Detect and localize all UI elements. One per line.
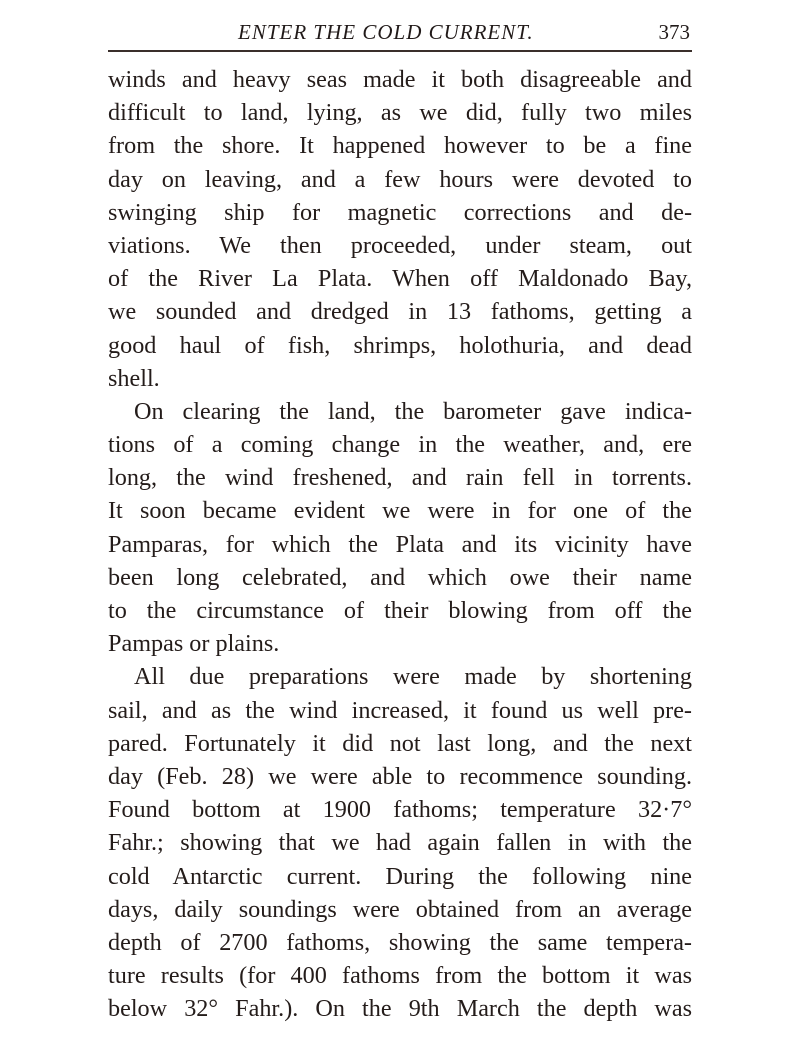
- text-line: good haul of fish, shrimps, holothuria, and dead: [108, 331, 692, 359]
- text-line: day (Feb. 28) we were able to recommence sounding.: [108, 762, 692, 790]
- header-rule: [108, 50, 692, 52]
- text-line: viations. We then proceeded, under steam, out: [108, 231, 692, 259]
- text-line: Fahr.; showing that we had again fallen in with the: [108, 829, 692, 857]
- paragraph-start-line: On clearing the land, the barometer gave indica-: [134, 397, 692, 425]
- text-line: long, the wind freshened, and rain fell in torrents.: [108, 464, 692, 492]
- text-line: ture results (for 400 fathoms from the bottom it was: [108, 962, 692, 990]
- text-line: Found bottom at 1900 fathoms; temperature 32·7°: [108, 796, 692, 824]
- text-line: to the circumstance of their blowing from off the: [108, 597, 692, 624]
- text-line: we sounded and dredged in 13 fathoms, getting a: [108, 298, 692, 326]
- running-head: [108, 16, 692, 50]
- text-line: from the shore. It happened however to be a fine: [108, 132, 692, 160]
- paragraph-end-line: shell.: [108, 364, 160, 392]
- paragraph-start-line: All due preparations were made by shortening: [134, 663, 692, 691]
- text-line: It soon became evident we were in for one of the: [108, 497, 692, 525]
- text-line: days, daily soundings were obtained from an average: [108, 895, 692, 923]
- running-title: ENTER THE COLD CURRENT.: [238, 20, 534, 44]
- text-line: depth of 2700 fathoms, showing the same tempera-: [108, 928, 692, 956]
- text-line: winds and heavy seas made it both disagreeable and: [108, 66, 692, 93]
- text-line: cold Antarctic current. During the following nine: [108, 862, 692, 890]
- text-line: day on leaving, and a few hours were devoted to: [108, 165, 692, 193]
- text-line: below 32° Fahr.). On the 9th March the depth was: [108, 995, 692, 1023]
- paragraph-end-line: Pampas or plains.: [108, 630, 280, 658]
- text-line: Pamparas, for which the Plata and its vicinity have: [108, 530, 692, 558]
- text-line: pared. Fortunately it did not last long, and the next: [108, 729, 692, 757]
- text-line: sail, and as the wind increased, it found us well pre-: [108, 696, 692, 724]
- text-line: of the River La Plata. When off Maldonado Bay,: [108, 265, 692, 293]
- text-line: tions of a coming change in the weather, and, ere: [108, 431, 692, 459]
- text-line: been long celebrated, and which owe their name: [108, 563, 692, 591]
- text-line: swinging ship for magnetic corrections and de-: [108, 198, 692, 226]
- body-text: [108, 63, 692, 1025]
- text-line: difficult to land, lying, as we did, fully two miles: [108, 99, 692, 127]
- page-number: 373: [658, 20, 690, 44]
